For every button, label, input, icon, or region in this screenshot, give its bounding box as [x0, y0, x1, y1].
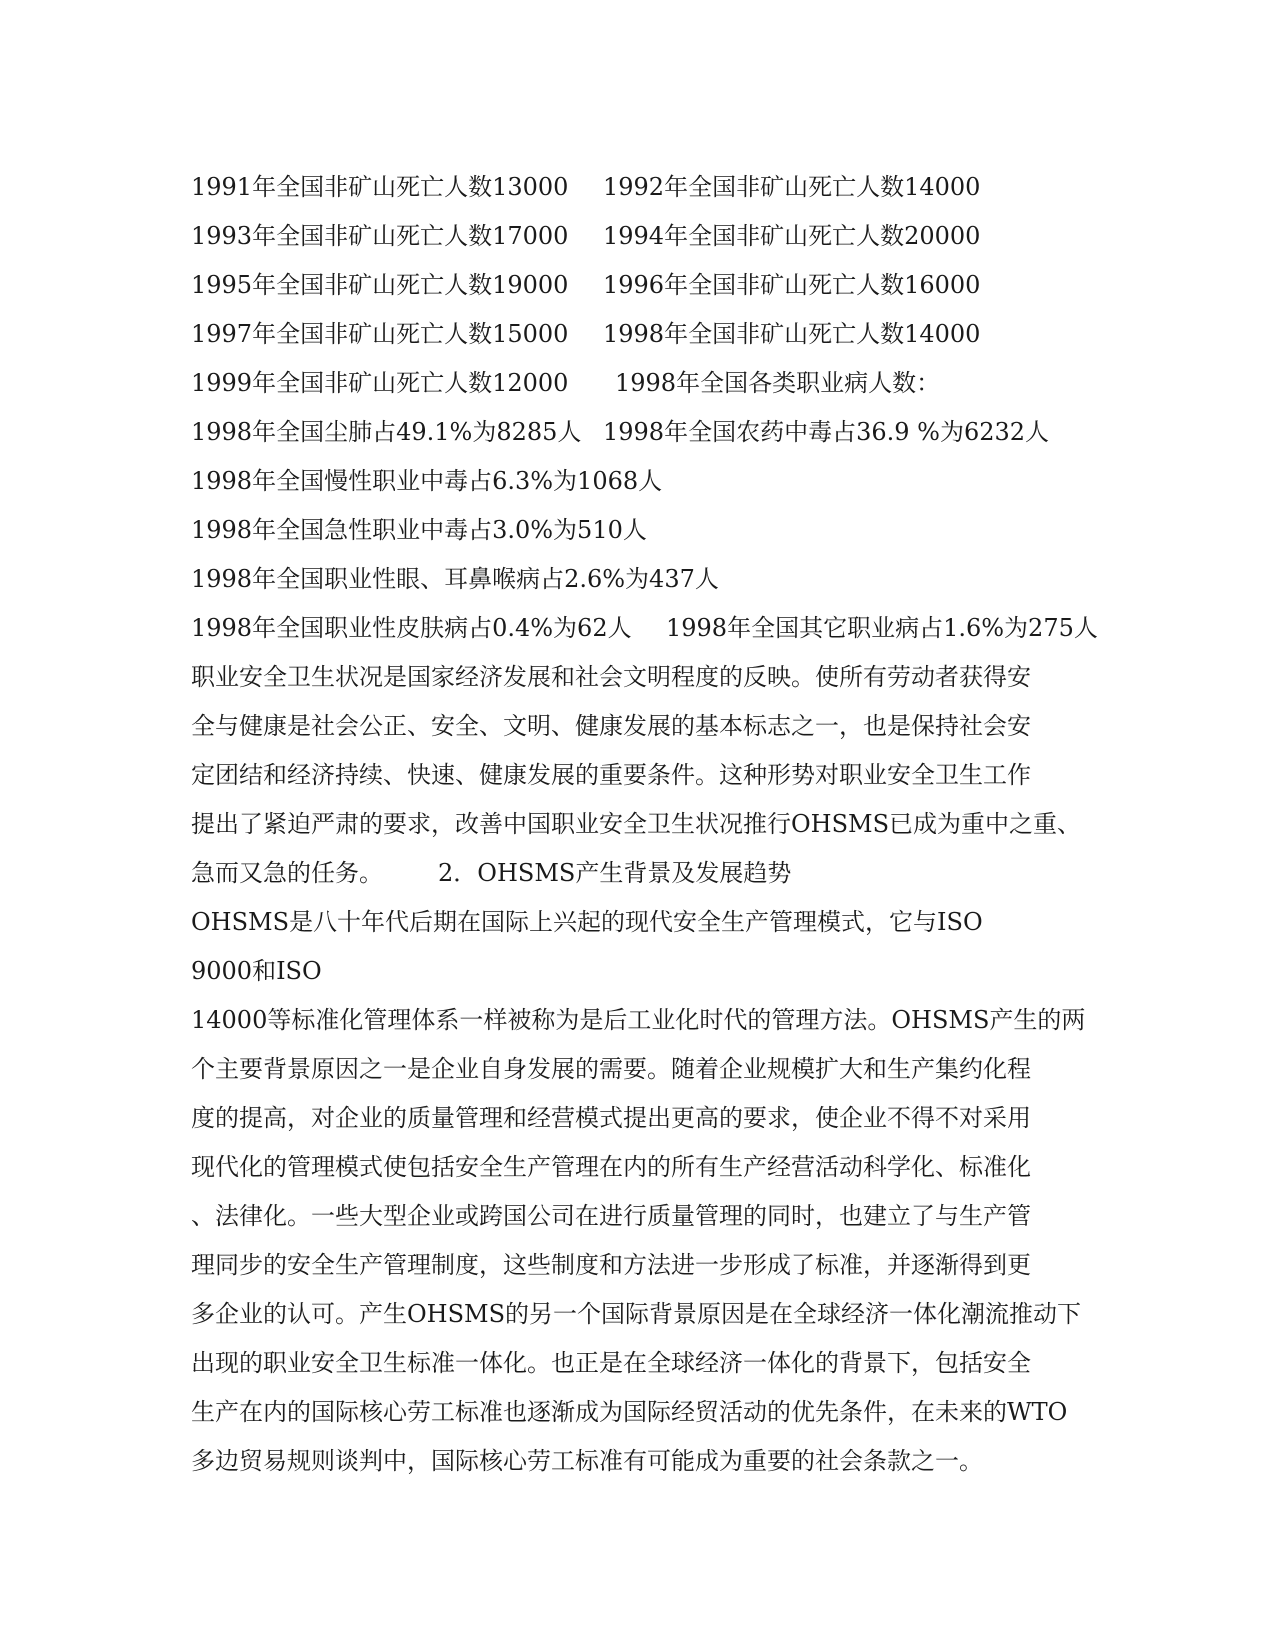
stats-row: [191, 408, 1091, 457]
paragraph-line: 定团结和经济持续、快速、健康发展的重要条件。这种形势对职业安全卫生工作: [191, 761, 1031, 789]
paragraph-line: 职业安全卫生状况是国家经济发展和社会文明程度的反映。使所有劳动者获得安: [191, 663, 1031, 691]
stats-line: 1998年全国职业性眼、耳鼻喉病占2.6%为437人: [191, 565, 719, 593]
stat-text: 1991年全国非矿山死亡人数13000: [191, 173, 569, 201]
stat-text: 1998年全国其它职业病占1.6%为275人: [666, 614, 1098, 642]
paragraph-line: 生产在内的国际核心劳工标准也逐渐成为国际经贸活动的优先条件，在未来的WTO: [191, 1398, 1068, 1426]
stat-text: 1997年全国非矿山死亡人数15000: [191, 320, 569, 348]
stats-row: [191, 163, 1091, 212]
stats-row: [191, 359, 1091, 408]
stat-text: 1995年全国非矿山死亡人数19000: [191, 271, 569, 299]
paragraph-line: 多企业的认可。产生OHSMS的另一个国际背景原因是在全球经济一体化潮流推动下: [191, 1300, 1082, 1328]
document-body: [191, 163, 1098, 1486]
paragraph-line: 度的提高，对企业的质量管理和经营模式提出更高的要求，使企业不得不对采用: [191, 1104, 1031, 1132]
stats-row: [191, 261, 1091, 310]
stats-line: 1998年全国慢性职业中毒占6.3%为1068人: [191, 467, 663, 495]
paragraph-line: [191, 849, 1091, 898]
stat-text: 1998年全国农药中毒占36.9 %为6232人: [603, 418, 1050, 446]
section-heading: 2．OHSMS产生背景及发展趋势: [438, 859, 792, 887]
stat-text: 1994年全国非矿山死亡人数20000: [603, 222, 981, 250]
stats-row: [191, 604, 1098, 653]
stat-text: 1998年全国各类职业病人数：: [615, 369, 941, 397]
paragraph-end-text: 急而又急的任务。: [191, 859, 383, 887]
stat-text: 1999年全国非矿山死亡人数12000: [191, 369, 569, 397]
stat-text: 1996年全国非矿山死亡人数16000: [603, 271, 981, 299]
stat-text: 1992年全国非矿山死亡人数14000: [603, 173, 981, 201]
paragraph-line: 多边贸易规则谈判中，国际核心劳工标准有可能成为重要的社会条款之一。: [191, 1447, 983, 1475]
stats-row: [191, 310, 1091, 359]
stat-text: 1998年全国非矿山死亡人数14000: [603, 320, 981, 348]
stat-text: 1998年全国尘肺占49.1%为8285人: [191, 418, 582, 446]
stat-text: 1993年全国非矿山死亡人数17000: [191, 222, 569, 250]
paragraph-line: 理同步的安全生产管理制度，这些制度和方法进一步形成了标准，并逐渐得到更: [191, 1251, 1031, 1279]
stats-line: 1998年全国急性职业中毒占3.0%为510人: [191, 516, 647, 544]
stat-text: 1998年全国职业性皮肤病占0.4%为62人: [191, 614, 632, 642]
paragraph-line: 现代化的管理模式使包括安全生产管理在内的所有生产经营活动科学化、标准化: [191, 1153, 1031, 1181]
paragraph-line: 9000和ISO: [191, 957, 322, 985]
paragraph-line: 全与健康是社会公正、安全、文明、健康发展的基本标志之一，也是保持社会安: [191, 712, 1031, 740]
paragraph-line: 出现的职业安全卫生标准一体化。也正是在全球经济一体化的背景下，包括安全: [191, 1349, 1031, 1377]
paragraph-line: OHSMS是八十年代后期在国际上兴起的现代安全生产管理模式，它与ISO: [191, 908, 983, 936]
paragraph-line: 14000等标准化管理体系一样被称为是后工业化时代的管理方法。OHSMS产生的两: [191, 1006, 1086, 1034]
paragraph-line: 个主要背景原因之一是企业自身发展的需要。随着企业规模扩大和生产集约化程: [191, 1055, 1031, 1083]
stats-row: [191, 212, 1091, 261]
paragraph-line: 、法律化。一些大型企业或跨国公司在进行质量管理的同时，也建立了与生产管: [191, 1202, 1031, 1230]
paragraph-line: 提出了紧迫严肃的要求，改善中国职业安全卫生状况推行OHSMS已成为重中之重、: [191, 810, 1082, 838]
